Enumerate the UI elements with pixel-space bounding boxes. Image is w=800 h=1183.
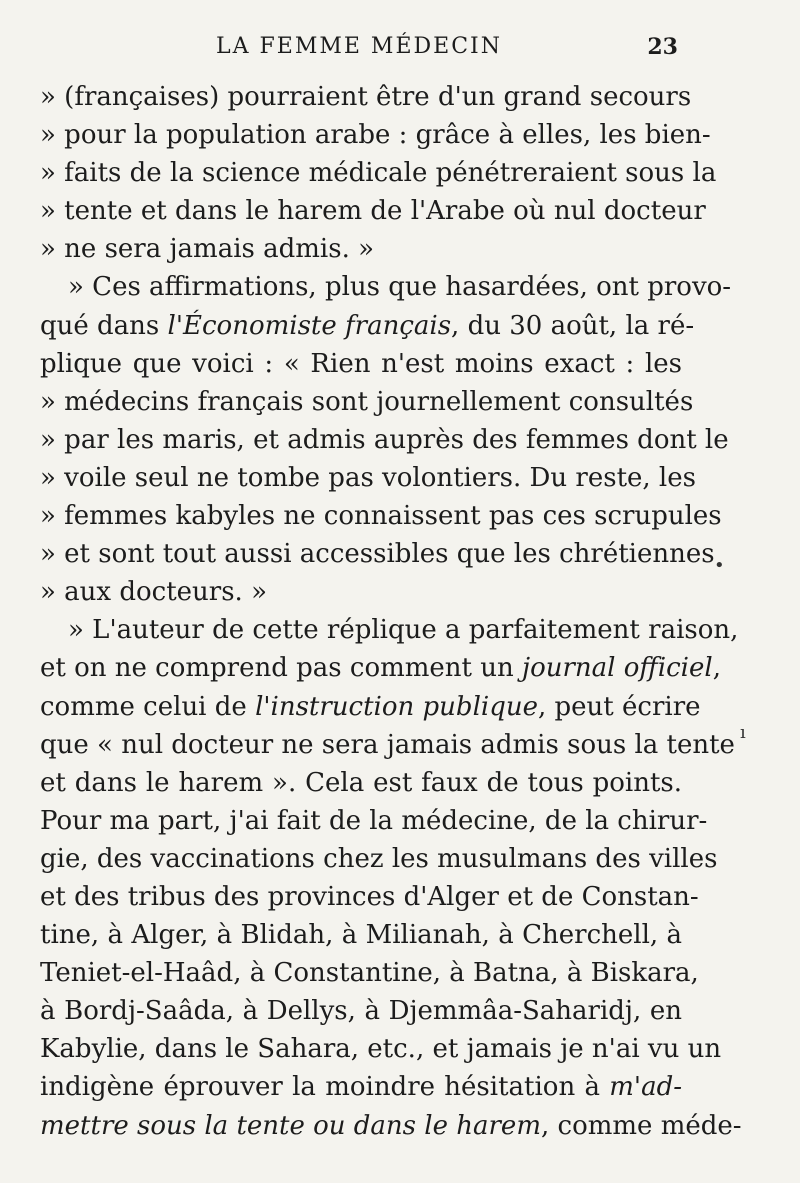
running-title: LA FEMME MÉDECIN (216, 34, 502, 59)
page-number: 23 (647, 34, 678, 60)
text-line: et des tribus des provinces d'Alger et de Constan- (40, 881, 699, 912)
text-run: et on ne comprend pas comment un (40, 653, 523, 684)
text-line: » voile seul ne tombe pas volontiers. Du reste, les (40, 462, 696, 493)
page-header (40, 30, 678, 70)
text-line: » femmes kabyles ne connaissent pas ces scrupules (40, 501, 722, 532)
text-line: gie, des vaccinations chez les musulmans des villes (40, 843, 718, 874)
text-line: Pour ma part, j'ai fait de la médecine, de la chirur- (40, 805, 708, 836)
text-line: » L'auteur de cette réplique a parfaitement raison, (68, 615, 739, 646)
text-line: Teniet-el-Haâd, à Constantine, à Batna, à Biskara, (40, 958, 699, 989)
italic-text-run: l'Économiste français (167, 310, 452, 341)
text-line: à Bordj-Saâda, à Dellys, à Djemmâa-Saharidj, en (40, 996, 682, 1027)
italic-text-run: journal officiel (522, 653, 713, 684)
text-line: et dans le harem ». Cela est faux de tous points. (40, 767, 682, 798)
text-run: comme celui de (40, 691, 256, 722)
text-line: tine, à Alger, à Blidah, à Milianah, à Cherchell, à (40, 920, 682, 951)
text-line: » ne sera jamais admis. » (40, 234, 375, 265)
text-line: que « nul docteur ne sera jamais admis sous la tente (40, 729, 735, 760)
text-line (40, 1068, 682, 1106)
italic-text-run: mettre sous la tente ou dans le harem (40, 1110, 541, 1141)
text-line: » médecins français sont journellement consultés (40, 386, 694, 417)
text-line: » Ces affirmations, plus que hasardées, ont provo- (68, 272, 732, 303)
body-text (40, 78, 742, 1145)
text-line: » faits de la science médicale pénétreraient sous la (40, 158, 717, 189)
text-run: indigène éprouver la moindre hésitation à (40, 1072, 610, 1103)
text-line (40, 307, 695, 345)
text-run: , du 30 août, la ré- (451, 310, 695, 341)
text-line: Kabylie, dans le Sahara, etc., et jamais je n'ai vu un (40, 1034, 722, 1065)
text-line: » (françaises) pourraient être d'un grand secours (40, 82, 692, 112)
text-line: » pour la population arabe : grâce à elles, les bien- (40, 120, 711, 151)
text-run: , peut écrire (537, 691, 701, 722)
text-run: , comme méde- (540, 1110, 742, 1141)
text-run: , (712, 653, 721, 684)
margin-mark: • (714, 555, 725, 576)
text-line: » par les maris, et admis auprès des femmes dont le (40, 424, 729, 455)
text-line: » aux docteurs. » (40, 577, 267, 608)
text-run: qué dans (40, 310, 168, 341)
italic-text-run: m'ad- (609, 1072, 682, 1103)
margin-mark: ı (740, 722, 746, 743)
text-line (40, 688, 701, 726)
text-line: plique que voici : « Rien n'est moins exact : les (40, 348, 682, 379)
text-line: » et sont tout aussi accessibles que les chrétiennes (40, 539, 715, 570)
text-line (40, 1107, 742, 1145)
italic-text-run: l'instruction publique (255, 691, 538, 722)
text-line (40, 649, 721, 687)
text-line: » tente et dans le harem de l'Arabe où nul docteur (40, 196, 706, 227)
